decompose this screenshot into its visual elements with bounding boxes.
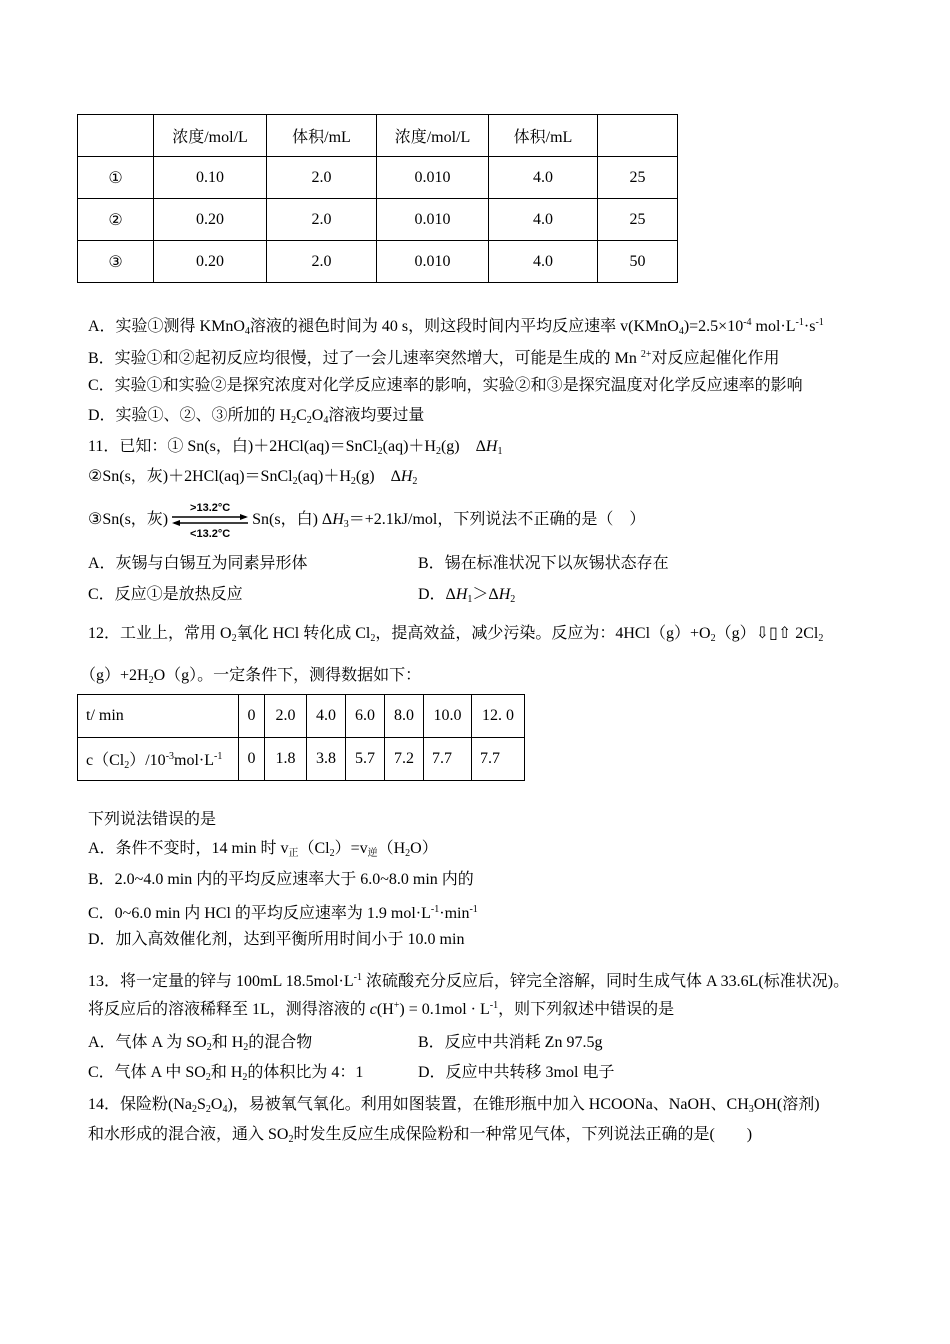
table-cell: 0.010 (377, 157, 489, 199)
text-segment: (g) Δ (355, 468, 401, 485)
subscript: 2 (206, 1042, 212, 1053)
table-cell: 6.0 (346, 695, 385, 738)
table-cell (598, 115, 678, 157)
subscript: 2 (205, 1104, 211, 1115)
superscript: -1 (430, 904, 440, 915)
text-segment: （Cl (298, 840, 330, 857)
text-segment: B．反应中共消耗 Zn 97.5g (418, 1034, 603, 1051)
table-cell: 4.0 (307, 695, 346, 738)
subscript: 2 (350, 476, 356, 487)
text-segment: B．2.0~4.0 min 内的平均反应速率大于 6.0~8.0 min 内的 (88, 871, 474, 888)
text-segment: S (197, 1096, 206, 1113)
reversible-arrow-icon (170, 502, 250, 541)
text-segment: A．条件不变时，14 min 时 v (88, 840, 289, 857)
text-segment: D．实验①、②、③所加的 H (88, 407, 292, 424)
table-cell: 0.20 (154, 241, 267, 283)
table-cell: 浓度/mol/L (154, 115, 267, 157)
text-segment: 的混合物 (248, 1034, 313, 1051)
table-cell: 体积/mL (489, 115, 598, 157)
superscript: -1 (353, 972, 362, 983)
text-segment: D．加入高效催化剂，达到平衡所用时间小于 10.0 min (88, 931, 465, 948)
table-cell: 0.10 (154, 157, 267, 199)
table-row (78, 738, 525, 781)
superscript: -1 (795, 317, 804, 328)
text-segment: A．气体 A 为 SO (88, 1034, 207, 1051)
text-segment: (aq)＋H (382, 438, 436, 455)
q12-stem-line2 (80, 666, 421, 691)
text-segment: c（Cl (86, 752, 125, 769)
subscript: 2 (329, 848, 335, 859)
table-cell: 0 (239, 695, 265, 738)
text-segment: C．实验①和实验②是探究浓度对化学反应速率的影响，实验②和③是探究温度对化学反应速率的影响 (88, 377, 803, 394)
table-cell: 7.7 (472, 738, 525, 781)
text-segment: 和 H (211, 1034, 244, 1051)
text-segment: (aq)＋H (297, 468, 351, 485)
subscript: 2 (288, 1134, 294, 1145)
italic-symbol: H (455, 586, 468, 603)
text-segment: ·s (803, 318, 816, 335)
table-cell (78, 738, 239, 781)
q11-option-a (88, 554, 308, 574)
italic-symbol: c (369, 1001, 377, 1018)
equation-left: ③Sn(s，灰) (88, 511, 169, 528)
table-cell: 7.2 (385, 738, 424, 781)
table-cell (78, 115, 154, 157)
subscript: 4 (678, 326, 684, 337)
text-segment: 溶液的褪色时间为 40 s，则这段时间内平均反应速率 v(KMnO (249, 318, 679, 335)
table-cell: 1.8 (265, 738, 307, 781)
subscript: 2 (205, 1072, 211, 1083)
text-segment: ）/10 (129, 752, 166, 769)
text-segment: ) = 0.1mol · L (399, 1001, 490, 1018)
q12-option-b (88, 870, 474, 890)
subscript: 2 (412, 476, 418, 487)
table-cell: ① (78, 157, 154, 199)
q10-option-d (88, 406, 424, 431)
subscript: 3 (748, 1104, 754, 1115)
table-cell: 50 (598, 241, 678, 283)
text-segment: O） (410, 840, 438, 857)
text-segment: )，易被氧气氧化。利用如图装置，在锥形瓶中加入 HCOONa、NaOH、CH (227, 1096, 749, 1113)
text-segment: B．实验①和②起初反应均很慢，过了一会儿速率突然增大，可能是生成的 Mn (88, 350, 641, 367)
subscript: 2 (124, 760, 130, 771)
text-segment: 溶液均要过量 (328, 407, 425, 424)
text-segment: 11．已知：① Sn(s，白)＋2HCl(aq)＝SnCl (88, 438, 378, 455)
text-segment: Sn(s，白) Δ (252, 511, 333, 528)
q13-option-c (88, 1063, 363, 1088)
q14-stem-line2 (88, 1125, 752, 1150)
q10-option-b (88, 345, 780, 369)
table-row (78, 695, 525, 738)
text-segment: O (210, 1096, 223, 1113)
subscript: 2 (231, 633, 237, 644)
text-segment: mol·L (174, 752, 215, 769)
q12-option-c (88, 900, 478, 924)
italic-symbol: H (400, 468, 413, 485)
q10-option-a (88, 313, 824, 342)
q12-option-a (88, 839, 438, 864)
subscript: 2 (510, 594, 516, 605)
text-segment: 12．工业上，常用 O (88, 625, 232, 642)
text-segment: (H (376, 1001, 394, 1018)
table-cell: 4.0 (489, 241, 598, 283)
text-segment: O (311, 407, 324, 424)
table-header-row (78, 115, 678, 157)
table-cell: ③ (78, 241, 154, 283)
text-segment: 和 H (210, 1064, 243, 1081)
subscript: 4 (244, 326, 250, 337)
text-segment: D．反应中共转移 3mol 电子 (418, 1064, 615, 1081)
superscript: -4 (743, 317, 752, 328)
table-cell: 7.7 (424, 738, 472, 781)
q14-stem-line1 (88, 1095, 820, 1120)
text-segment: (g) Δ (440, 438, 486, 455)
text-segment: C (296, 407, 307, 424)
q12-question (88, 810, 216, 830)
text-segment: mol·L (751, 318, 796, 335)
subscript: 2 (148, 675, 154, 686)
subscript: 2 (243, 1042, 249, 1053)
text-segment: C．0~6.0 min 内 HCl 的平均反应速率为 1.9 mol·L (88, 905, 431, 922)
text-segment: 下列说法错误的是 (88, 811, 217, 828)
table-cell: 4.0 (489, 157, 598, 199)
table-cell: 10.0 (424, 695, 472, 738)
text-segment: OH(溶剂) (753, 1096, 820, 1113)
q13-option-b (418, 1033, 602, 1053)
subscript: 逆 (367, 848, 378, 859)
table-cell: 0.20 (154, 199, 267, 241)
text-segment: B．锡在标准状况下以灰锡状态存在 (418, 555, 669, 572)
text-segment: ）=v (334, 840, 368, 857)
text-segment: ＝+2.1kJ/mol，下列说法不正确的是（ ） (348, 511, 646, 528)
text-segment: 浓硫酸充分反应后，锌完全溶解，同时生成气体 A 33.6L(标准状况)。 (361, 973, 850, 990)
superscript: 2+ (640, 349, 652, 360)
subscript: 4 (222, 1104, 228, 1115)
table-cell: 8.0 (385, 695, 424, 738)
superscript: -1 (469, 904, 478, 915)
subscript: 2 (710, 633, 716, 644)
table-row (78, 157, 678, 199)
table-row (78, 241, 678, 283)
table-cell: 0.010 (377, 199, 489, 241)
subscript: 2 (291, 415, 297, 426)
q13-option-a (88, 1033, 312, 1058)
text-segment: 时发生反应生成保险粉和一种常见气体，下列说法正确的是( ) (293, 1126, 753, 1143)
table-cell: 25 (598, 199, 678, 241)
subscript: 2 (405, 848, 411, 859)
text-segment: ，则下列叙述中错误的是 (498, 1001, 675, 1018)
text-segment: A．实验①测得 KMnO (88, 318, 245, 335)
experiment-table (77, 114, 678, 283)
text-segment: 和水形成的混合液，通入 SO (88, 1126, 289, 1143)
concentration-table (77, 694, 525, 781)
subscript: 1 (467, 594, 473, 605)
subscript: 2 (377, 446, 383, 457)
text-segment: （H (377, 840, 406, 857)
table-cell: 2.0 (265, 695, 307, 738)
text-segment: O（g）。一定条件下，测得数据如下： (153, 667, 422, 684)
text-segment: 氧化 HCl 转化成 Cl (236, 625, 371, 642)
subscript: 正 (288, 848, 299, 859)
table-cell: 体积/mL (267, 115, 377, 157)
table-cell: 2.0 (267, 241, 377, 283)
text-segment: 将反应后的溶液稀释至 1L，测得溶液的 (88, 1001, 370, 1018)
text-segment: ＞Δ (472, 586, 499, 603)
q12-stem-line1 (88, 624, 823, 649)
table-row (78, 199, 678, 241)
q11-stem-line2 (88, 467, 417, 492)
text-segment: 对反应起催化作用 (651, 350, 780, 367)
subscript: 4 (323, 415, 329, 426)
table-cell: ② (78, 199, 154, 241)
text-segment: （g）⇩▯⇧ 2Cl (715, 625, 819, 642)
subscript: 2 (435, 446, 441, 457)
superscript: -1 (815, 317, 824, 328)
text-segment: A．灰锡与白锡互为同素异形体 (88, 555, 308, 572)
italic-symbol: H (498, 586, 511, 603)
text-segment: ·min (439, 905, 470, 922)
subscript: 2 (242, 1072, 248, 1083)
table-cell: 0 (239, 738, 265, 781)
text-segment: 13．将一定量的锌与 100mL 18.5mol·L (88, 973, 354, 990)
subscript: 2 (370, 633, 376, 644)
table-cell: 4.0 (489, 199, 598, 241)
subscript: 1 (497, 446, 503, 457)
q11-stem-line3 (88, 502, 646, 541)
subscript: 2 (818, 633, 824, 644)
superscript: + (393, 1000, 400, 1011)
q10-option-c (88, 376, 803, 396)
q11-option-c (88, 585, 243, 605)
table-cell: 浓度/mol/L (377, 115, 489, 157)
subscript: 3 (343, 519, 349, 530)
text-segment: 14．保险粉(Na (88, 1096, 192, 1113)
table-cell: 2.0 (267, 199, 377, 241)
text-segment: C．反应①是放热反应 (88, 586, 243, 603)
text-segment: ，提高效益，减少污染。反应为：4HCl（g）+O (375, 625, 711, 642)
text-segment: D．Δ (418, 586, 456, 603)
q11-stem-line1 (88, 437, 502, 462)
q12-option-d (88, 930, 464, 950)
arrow-condition-top: >13.2°C (190, 502, 231, 515)
superscript: -1 (489, 1000, 499, 1011)
table-cell: 2.0 (267, 157, 377, 199)
table-cell: 5.7 (346, 738, 385, 781)
equation-right (252, 511, 645, 528)
table-cell: 0.010 (377, 241, 489, 283)
subscript: 2 (192, 1104, 197, 1115)
superscript: -1 (214, 751, 223, 762)
subscript: 2 (292, 476, 298, 487)
q11-option-d (418, 585, 515, 610)
superscript: -3 (165, 751, 175, 762)
text-segment: （g）+2H (80, 667, 149, 684)
table-cell: t/ min (78, 695, 239, 738)
q11-option-b (418, 554, 669, 574)
text-segment: )=2.5×10 (683, 318, 744, 335)
text-segment: ②Sn(s，灰)＋2HCl(aq)＝SnCl (88, 468, 293, 485)
arrow-condition-bottom: <13.2°C (190, 528, 231, 541)
q13-option-d (418, 1063, 614, 1083)
subscript: 2 (306, 415, 312, 426)
table-cell: 25 (598, 157, 678, 199)
text-segment: 的体积比为 4：1 (247, 1064, 364, 1081)
table-cell: 3.8 (307, 738, 346, 781)
italic-symbol: H (485, 438, 498, 455)
italic-symbol: H (332, 511, 344, 528)
q13-stem-line2 (88, 996, 674, 1020)
table-cell: 12. 0 (472, 695, 525, 738)
text-segment: C．气体 A 中 SO (88, 1064, 206, 1081)
q13-stem-line1 (88, 968, 849, 992)
